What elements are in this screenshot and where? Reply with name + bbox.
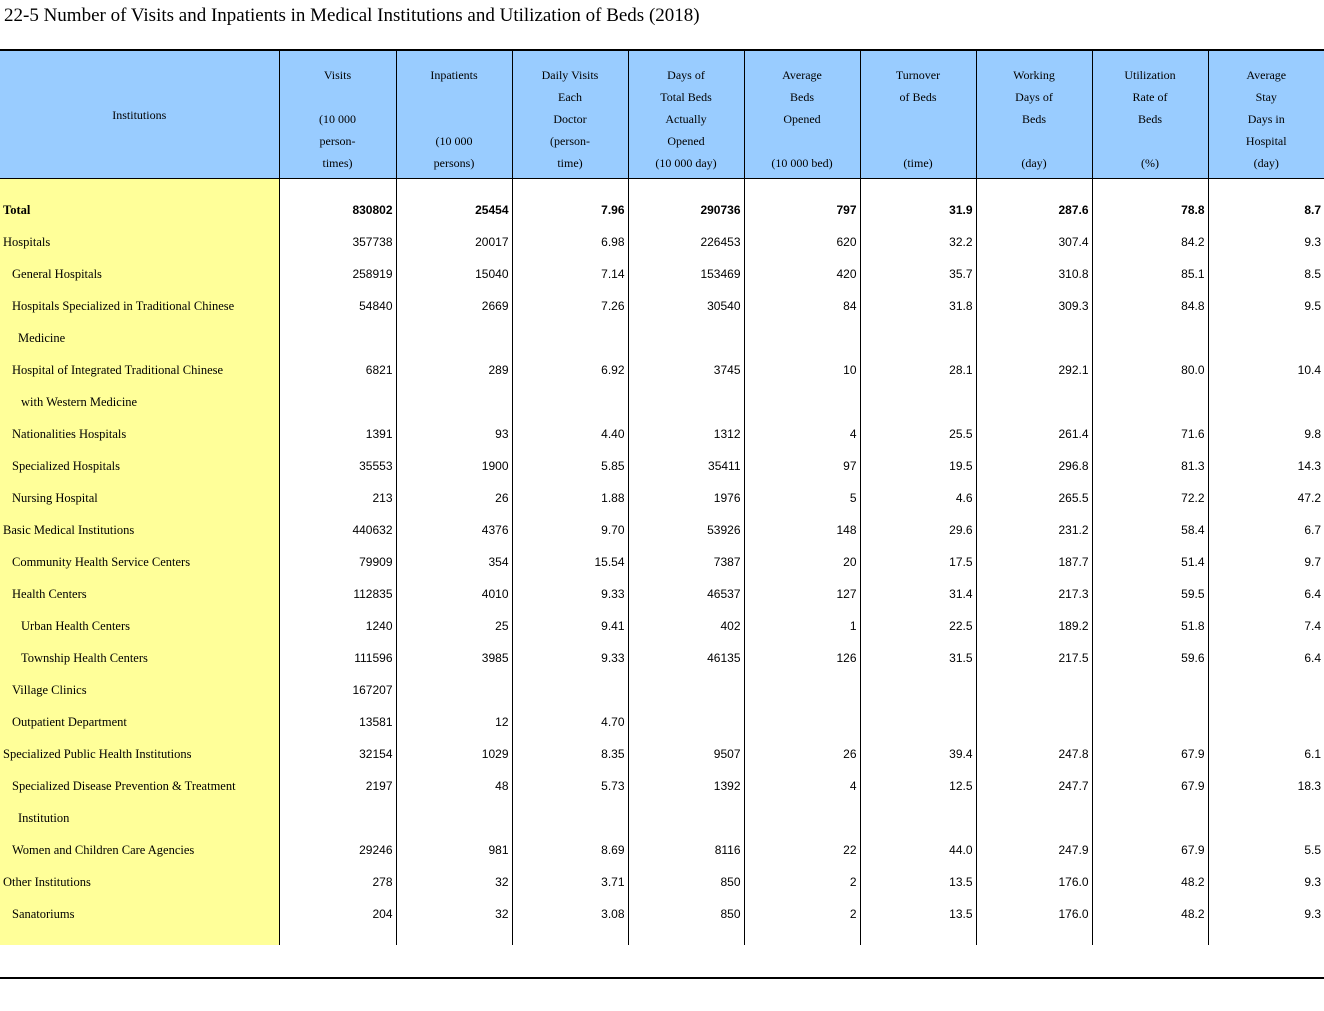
cell-turnover: 22.5 xyxy=(860,610,976,642)
cell-days-total-beds: 1312 xyxy=(628,418,744,450)
cell-inpatients xyxy=(396,674,512,706)
cell-utilization-rate: 81.3 xyxy=(1092,450,1208,482)
cell-visits: 258919 xyxy=(279,258,396,290)
cell-inpatients: 4010 xyxy=(396,578,512,610)
cell-average-beds xyxy=(744,674,860,706)
cell-average-stay: 18.3 xyxy=(1297,779,1321,793)
row-label: Specialized Disease Prevention & Treatment xyxy=(0,770,279,802)
cell-days-total-beds: 226453 xyxy=(628,226,744,258)
cell-average-beds: 4 xyxy=(744,418,860,450)
row-label: Total xyxy=(0,194,279,226)
cell-average-beds: 148 xyxy=(744,514,860,546)
cell-daily-visits: 6.98 xyxy=(512,226,628,258)
cell-visits xyxy=(279,802,396,834)
cell-utilization-rate xyxy=(1092,322,1208,354)
cell-daily-visits: 5.73 xyxy=(512,770,628,802)
col-header-turnover xyxy=(860,51,976,179)
cell-days-total-beds: 8116 xyxy=(628,834,744,866)
cell-working-days: 247.8 xyxy=(976,738,1092,770)
cell-average-beds: 97 xyxy=(744,450,860,482)
cell-average-stay: 6.4 xyxy=(1304,651,1321,665)
cell-utilization-rate: 84.8 xyxy=(1092,290,1208,322)
cell-visits: 1240 xyxy=(279,610,396,642)
col-header-unit: (time) xyxy=(903,155,933,170)
col-header-label: Utilization Rate of Beds xyxy=(1124,67,1176,126)
cell-days-total-beds xyxy=(628,802,744,834)
cell-average-stay: 6.7 xyxy=(1304,523,1321,537)
cell-average-stay: 9.7 xyxy=(1304,555,1321,569)
col-header-average-stay xyxy=(1208,51,1324,179)
cell-turnover: 29.6 xyxy=(860,514,976,546)
cell-average-stay: 9.3 xyxy=(1304,875,1321,889)
cell-average-stay: 6.4 xyxy=(1304,587,1321,601)
cell-visits: 2197 xyxy=(279,770,396,802)
cell-daily-visits xyxy=(512,802,628,834)
cell-average-stay: 47.2 xyxy=(1297,491,1321,505)
cell-daily-visits: 9.70 xyxy=(512,514,628,546)
cell-days-total-beds: 30540 xyxy=(628,290,744,322)
cell-average-stay: 9.3 xyxy=(1304,235,1321,249)
cell-days-total-beds xyxy=(628,706,744,738)
cell-utilization-rate: 59.5 xyxy=(1092,578,1208,610)
row-label: Specialized Public Health Institutions xyxy=(0,738,279,770)
table-row xyxy=(0,834,1324,866)
cell-utilization-rate: 78.8 xyxy=(1092,194,1208,226)
cell-average-stay: 9.8 xyxy=(1304,427,1321,441)
cell-utilization-rate: 51.4 xyxy=(1092,546,1208,578)
cell-average-beds xyxy=(744,706,860,738)
row-label: Basic Medical Institutions xyxy=(0,514,279,546)
cell-average-beds xyxy=(744,802,860,834)
row-label: Health Centers xyxy=(0,578,279,610)
col-header-label: Working Days of Beds xyxy=(1013,67,1055,126)
col-header-visits xyxy=(279,51,396,179)
cell-inpatients: 3985 xyxy=(396,642,512,674)
cell-visits: 167207 xyxy=(279,674,396,706)
cell-visits xyxy=(279,386,396,418)
col-header-unit: (10 000 bed) xyxy=(771,155,833,170)
cell-daily-visits: 9.41 xyxy=(512,610,628,642)
cell-turnover: 31.5 xyxy=(860,642,976,674)
table-row xyxy=(0,706,1324,738)
col-header-label: Daily Visits Each Doctor xyxy=(541,67,599,126)
table-row xyxy=(0,610,1324,642)
col-header-days-total-beds xyxy=(628,51,744,179)
cell-daily-visits: 7.26 xyxy=(512,290,628,322)
cell-turnover: 12.5 xyxy=(860,770,976,802)
cell-daily-visits: 3.08 xyxy=(512,898,628,930)
cell-visits: 54840 xyxy=(279,290,396,322)
table-row xyxy=(0,194,1324,226)
cell-days-total-beds: 46537 xyxy=(628,578,744,610)
table-row xyxy=(0,770,1324,802)
cell-utilization-rate xyxy=(1092,802,1208,834)
cell-utilization-rate: 51.8 xyxy=(1092,610,1208,642)
cell-average-beds: 22 xyxy=(744,834,860,866)
table-row xyxy=(0,738,1324,770)
col-header-unit: (10 000 persons) xyxy=(433,133,475,170)
cell-visits: 357738 xyxy=(279,226,396,258)
cell-days-total-beds: 7387 xyxy=(628,546,744,578)
cell-working-days: 296.8 xyxy=(976,450,1092,482)
cell-turnover xyxy=(860,386,976,418)
cell-utilization-rate: 59.6 xyxy=(1092,642,1208,674)
col-header-label: Inpatients xyxy=(430,67,478,82)
cell-daily-visits xyxy=(512,386,628,418)
row-label: Hospitals xyxy=(0,226,279,258)
row-label: Women and Children Care Agencies xyxy=(0,834,279,866)
cell-daily-visits: 8.35 xyxy=(512,738,628,770)
col-header-label: Average Beds Opened xyxy=(782,67,822,126)
cell-inpatients: 15040 xyxy=(396,258,512,290)
cell-inpatients: 48 xyxy=(396,770,512,802)
row-label: Township Health Centers xyxy=(0,642,279,674)
cell-visits: 112835 xyxy=(279,578,396,610)
cell-utilization-rate: 67.9 xyxy=(1092,834,1208,866)
row-label: with Western Medicine xyxy=(0,386,279,418)
col-header-inpatients xyxy=(396,51,512,179)
row-label: Hospital of Integrated Traditional Chinese xyxy=(0,354,279,386)
row-label: Medicine xyxy=(0,322,279,354)
cell-working-days: 217.3 xyxy=(976,578,1092,610)
row-label: Nationalities Hospitals xyxy=(0,418,279,450)
cell-visits: 213 xyxy=(279,482,396,514)
cell-utilization-rate: 58.4 xyxy=(1092,514,1208,546)
cell-average-stay: 5.5 xyxy=(1304,843,1321,857)
cell-working-days: 217.5 xyxy=(976,642,1092,674)
cell-daily-visits xyxy=(512,322,628,354)
cell-visits: 440632 xyxy=(279,514,396,546)
cell-inpatients xyxy=(396,802,512,834)
cell-days-total-beds: 850 xyxy=(628,898,744,930)
cell-daily-visits xyxy=(512,674,628,706)
cell-average-beds xyxy=(744,386,860,418)
cell-visits: 204 xyxy=(279,898,396,930)
cell-turnover: 31.9 xyxy=(860,194,976,226)
cell-average-beds: 10 xyxy=(744,354,860,386)
cell-visits: 79909 xyxy=(279,546,396,578)
table-row xyxy=(0,866,1324,898)
cell-average-beds: 127 xyxy=(744,578,860,610)
cell-inpatients: 1900 xyxy=(396,450,512,482)
page-title: 22-5 Number of Visits and Inpatients in Medical Institutions and Utilization of Beds (2018) xyxy=(4,5,700,26)
cell-utilization-rate: 85.1 xyxy=(1092,258,1208,290)
cell-days-total-beds xyxy=(628,386,744,418)
col-header-label: Visits xyxy=(323,67,352,82)
cell-working-days: 247.9 xyxy=(976,834,1092,866)
cell-turnover: 13.5 xyxy=(860,866,976,898)
cell-visits: 1391 xyxy=(279,418,396,450)
cell-turnover: 32.2 xyxy=(860,226,976,258)
table-row xyxy=(0,802,1324,834)
cell-working-days: 187.7 xyxy=(976,546,1092,578)
cell-average-beds: 5 xyxy=(744,482,860,514)
cell-average-stay: 9.5 xyxy=(1304,299,1321,313)
cell-inpatients: 2669 xyxy=(396,290,512,322)
cell-utilization-rate xyxy=(1092,706,1208,738)
col-header-label: Average Stay Days in Hospital xyxy=(1245,67,1287,148)
table-row xyxy=(0,386,1324,418)
cell-daily-visits: 4.70 xyxy=(512,706,628,738)
cell-daily-visits: 4.40 xyxy=(512,418,628,450)
cell-average-stay: 8.7 xyxy=(1304,203,1321,217)
cell-visits: 278 xyxy=(279,866,396,898)
cell-utilization-rate: 67.9 xyxy=(1092,738,1208,770)
cell-inpatients xyxy=(396,322,512,354)
cell-days-total-beds: 402 xyxy=(628,610,744,642)
cell-visits: 13581 xyxy=(279,706,396,738)
cell-days-total-beds: 46135 xyxy=(628,642,744,674)
cell-daily-visits: 7.14 xyxy=(512,258,628,290)
row-label: Urban Health Centers xyxy=(0,610,279,642)
cell-visits: 32154 xyxy=(279,738,396,770)
cell-visits: 830802 xyxy=(279,194,396,226)
cell-inpatients: 289 xyxy=(396,354,512,386)
cell-days-total-beds: 1976 xyxy=(628,482,744,514)
cell-average-stay xyxy=(1208,322,1324,354)
row-label: Institution xyxy=(0,802,279,834)
cell-inpatients: 25454 xyxy=(396,194,512,226)
header-row xyxy=(0,51,1324,179)
row-label: Hospitals Specialized in Traditional Chinese xyxy=(0,290,279,322)
row-label: Community Health Service Centers xyxy=(0,546,279,578)
col-header-label: Turnover of Beds xyxy=(895,67,941,104)
cell-daily-visits: 3.71 xyxy=(512,866,628,898)
cell-days-total-beds: 1392 xyxy=(628,770,744,802)
row-label: Other Institutions xyxy=(0,866,279,898)
col-header-unit: (10 000 day) xyxy=(655,155,717,170)
cell-working-days: 261.4 xyxy=(976,418,1092,450)
cell-inpatients: 93 xyxy=(396,418,512,450)
cell-working-days xyxy=(976,386,1092,418)
cell-average-beds: 620 xyxy=(744,226,860,258)
row-label: Sanatoriums xyxy=(0,898,279,930)
cell-average-beds: 84 xyxy=(744,290,860,322)
cell-days-total-beds: 53926 xyxy=(628,514,744,546)
cell-turnover: 44.0 xyxy=(860,834,976,866)
col-header-working-days xyxy=(976,51,1092,179)
cell-average-stay: 7.4 xyxy=(1304,619,1321,633)
cell-daily-visits: 7.96 xyxy=(512,194,628,226)
cell-visits: 6821 xyxy=(279,354,396,386)
cell-turnover: 19.5 xyxy=(860,450,976,482)
cell-inpatients: 26 xyxy=(396,482,512,514)
cell-average-stay: 6.1 xyxy=(1304,747,1321,761)
cell-days-total-beds: 290736 xyxy=(628,194,744,226)
cell-days-total-beds: 35411 xyxy=(628,450,744,482)
cell-average-stay xyxy=(1208,802,1324,834)
table-row xyxy=(0,450,1324,482)
cell-daily-visits: 6.92 xyxy=(512,354,628,386)
cell-working-days: 189.2 xyxy=(976,610,1092,642)
cell-inpatients: 32 xyxy=(396,866,512,898)
cell-utilization-rate: 84.2 xyxy=(1092,226,1208,258)
table-row xyxy=(0,418,1324,450)
cell-turnover xyxy=(860,706,976,738)
cell-working-days: 309.3 xyxy=(976,290,1092,322)
cell-average-beds: 420 xyxy=(744,258,860,290)
cell-days-total-beds xyxy=(628,674,744,706)
cell-turnover: 39.4 xyxy=(860,738,976,770)
cell-working-days: 265.5 xyxy=(976,482,1092,514)
cell-average-beds: 20 xyxy=(744,546,860,578)
row-label: Outpatient Department xyxy=(0,706,279,738)
col-header-institutions: Institutions xyxy=(0,51,279,179)
cell-inpatients xyxy=(396,386,512,418)
cell-daily-visits: 8.69 xyxy=(512,834,628,866)
table-row xyxy=(0,354,1324,386)
cell-average-beds: 26 xyxy=(744,738,860,770)
cell-turnover xyxy=(860,802,976,834)
cell-turnover: 31.8 xyxy=(860,290,976,322)
table-row xyxy=(0,322,1324,354)
table-row xyxy=(0,514,1324,546)
table-row xyxy=(0,482,1324,514)
cell-daily-visits: 9.33 xyxy=(512,642,628,674)
cell-working-days xyxy=(976,674,1092,706)
table-row xyxy=(0,546,1324,578)
bottom-rule xyxy=(0,977,1324,979)
cell-working-days: 231.2 xyxy=(976,514,1092,546)
table-row xyxy=(0,642,1324,674)
cell-utilization-rate: 80.0 xyxy=(1092,354,1208,386)
row-label: General Hospitals xyxy=(0,258,279,290)
table-row xyxy=(0,290,1324,322)
cell-inpatients: 354 xyxy=(396,546,512,578)
col-header-utilization-rate xyxy=(1092,51,1208,179)
cell-visits: 111596 xyxy=(279,642,396,674)
col-header-unit: (10 000 person- times) xyxy=(319,111,356,170)
spacer-row xyxy=(0,930,1324,945)
cell-working-days: 247.7 xyxy=(976,770,1092,802)
cell-average-stay xyxy=(1208,386,1324,418)
cell-turnover: 28.1 xyxy=(860,354,976,386)
cell-turnover: 4.6 xyxy=(860,482,976,514)
cell-utilization-rate: 48.2 xyxy=(1092,866,1208,898)
table-row xyxy=(0,674,1324,706)
cell-average-beds: 797 xyxy=(744,194,860,226)
cell-inpatients: 4376 xyxy=(396,514,512,546)
cell-utilization-rate xyxy=(1092,674,1208,706)
cell-average-beds: 2 xyxy=(744,898,860,930)
cell-daily-visits: 15.54 xyxy=(512,546,628,578)
cell-visits: 35553 xyxy=(279,450,396,482)
table-body xyxy=(0,179,1324,946)
cell-days-total-beds: 9507 xyxy=(628,738,744,770)
table-row xyxy=(0,898,1324,930)
cell-inpatients: 32 xyxy=(396,898,512,930)
cell-inpatients: 981 xyxy=(396,834,512,866)
cell-working-days xyxy=(976,706,1092,738)
col-header-label: Days of Total Beds Actually Opened xyxy=(660,67,712,148)
spacer-row xyxy=(0,179,1324,195)
col-header-unit: (%) xyxy=(1141,155,1159,170)
cell-inpatients: 20017 xyxy=(396,226,512,258)
table-row xyxy=(0,258,1324,290)
cell-average-beds: 1 xyxy=(744,610,860,642)
cell-daily-visits: 9.33 xyxy=(512,578,628,610)
cell-inpatients: 12 xyxy=(396,706,512,738)
col-header-average-beds xyxy=(744,51,860,179)
cell-days-total-beds: 3745 xyxy=(628,354,744,386)
table-row xyxy=(0,578,1324,610)
cell-average-stay: 14.3 xyxy=(1297,459,1321,473)
cell-average-stay xyxy=(1208,674,1324,706)
cell-average-stay: 9.3 xyxy=(1304,907,1321,921)
cell-working-days: 176.0 xyxy=(976,898,1092,930)
cell-turnover: 25.5 xyxy=(860,418,976,450)
cell-average-stay: 8.5 xyxy=(1304,267,1321,281)
col-header-unit: (day) xyxy=(1021,155,1047,170)
col-header-daily-visits xyxy=(512,51,628,179)
cell-utilization-rate: 71.6 xyxy=(1092,418,1208,450)
cell-average-stay: 10.4 xyxy=(1297,363,1321,377)
cell-utilization-rate: 67.9 xyxy=(1092,770,1208,802)
row-label: Nursing Hospital xyxy=(0,482,279,514)
cell-average-beds: 2 xyxy=(744,866,860,898)
cell-utilization-rate xyxy=(1092,386,1208,418)
cell-inpatients: 1029 xyxy=(396,738,512,770)
statistics-table xyxy=(0,51,1324,945)
col-header-unit: (person- time) xyxy=(550,133,590,170)
cell-turnover xyxy=(860,674,976,706)
cell-visits xyxy=(279,322,396,354)
cell-daily-visits: 5.85 xyxy=(512,450,628,482)
row-label: Village Clinics xyxy=(0,674,279,706)
cell-working-days: 310.8 xyxy=(976,258,1092,290)
cell-average-stay xyxy=(1208,706,1324,738)
cell-inpatients: 25 xyxy=(396,610,512,642)
cell-days-total-beds: 850 xyxy=(628,866,744,898)
cell-working-days xyxy=(976,322,1092,354)
cell-average-beds: 126 xyxy=(744,642,860,674)
cell-turnover: 31.4 xyxy=(860,578,976,610)
cell-turnover: 13.5 xyxy=(860,898,976,930)
cell-utilization-rate: 48.2 xyxy=(1092,898,1208,930)
table-row xyxy=(0,226,1324,258)
cell-working-days: 307.4 xyxy=(976,226,1092,258)
cell-working-days: 176.0 xyxy=(976,866,1092,898)
cell-visits: 29246 xyxy=(279,834,396,866)
cell-days-total-beds xyxy=(628,322,744,354)
cell-working-days: 287.6 xyxy=(976,194,1092,226)
cell-utilization-rate: 72.2 xyxy=(1092,482,1208,514)
col-header-unit: (day) xyxy=(1253,155,1279,170)
cell-days-total-beds: 153469 xyxy=(628,258,744,290)
cell-turnover: 35.7 xyxy=(860,258,976,290)
cell-average-beds: 4 xyxy=(744,770,860,802)
cell-working-days xyxy=(976,802,1092,834)
cell-working-days: 292.1 xyxy=(976,354,1092,386)
cell-daily-visits: 1.88 xyxy=(512,482,628,514)
cell-turnover: 17.5 xyxy=(860,546,976,578)
cell-average-beds xyxy=(744,322,860,354)
cell-turnover xyxy=(860,322,976,354)
row-label: Specialized Hospitals xyxy=(0,450,279,482)
